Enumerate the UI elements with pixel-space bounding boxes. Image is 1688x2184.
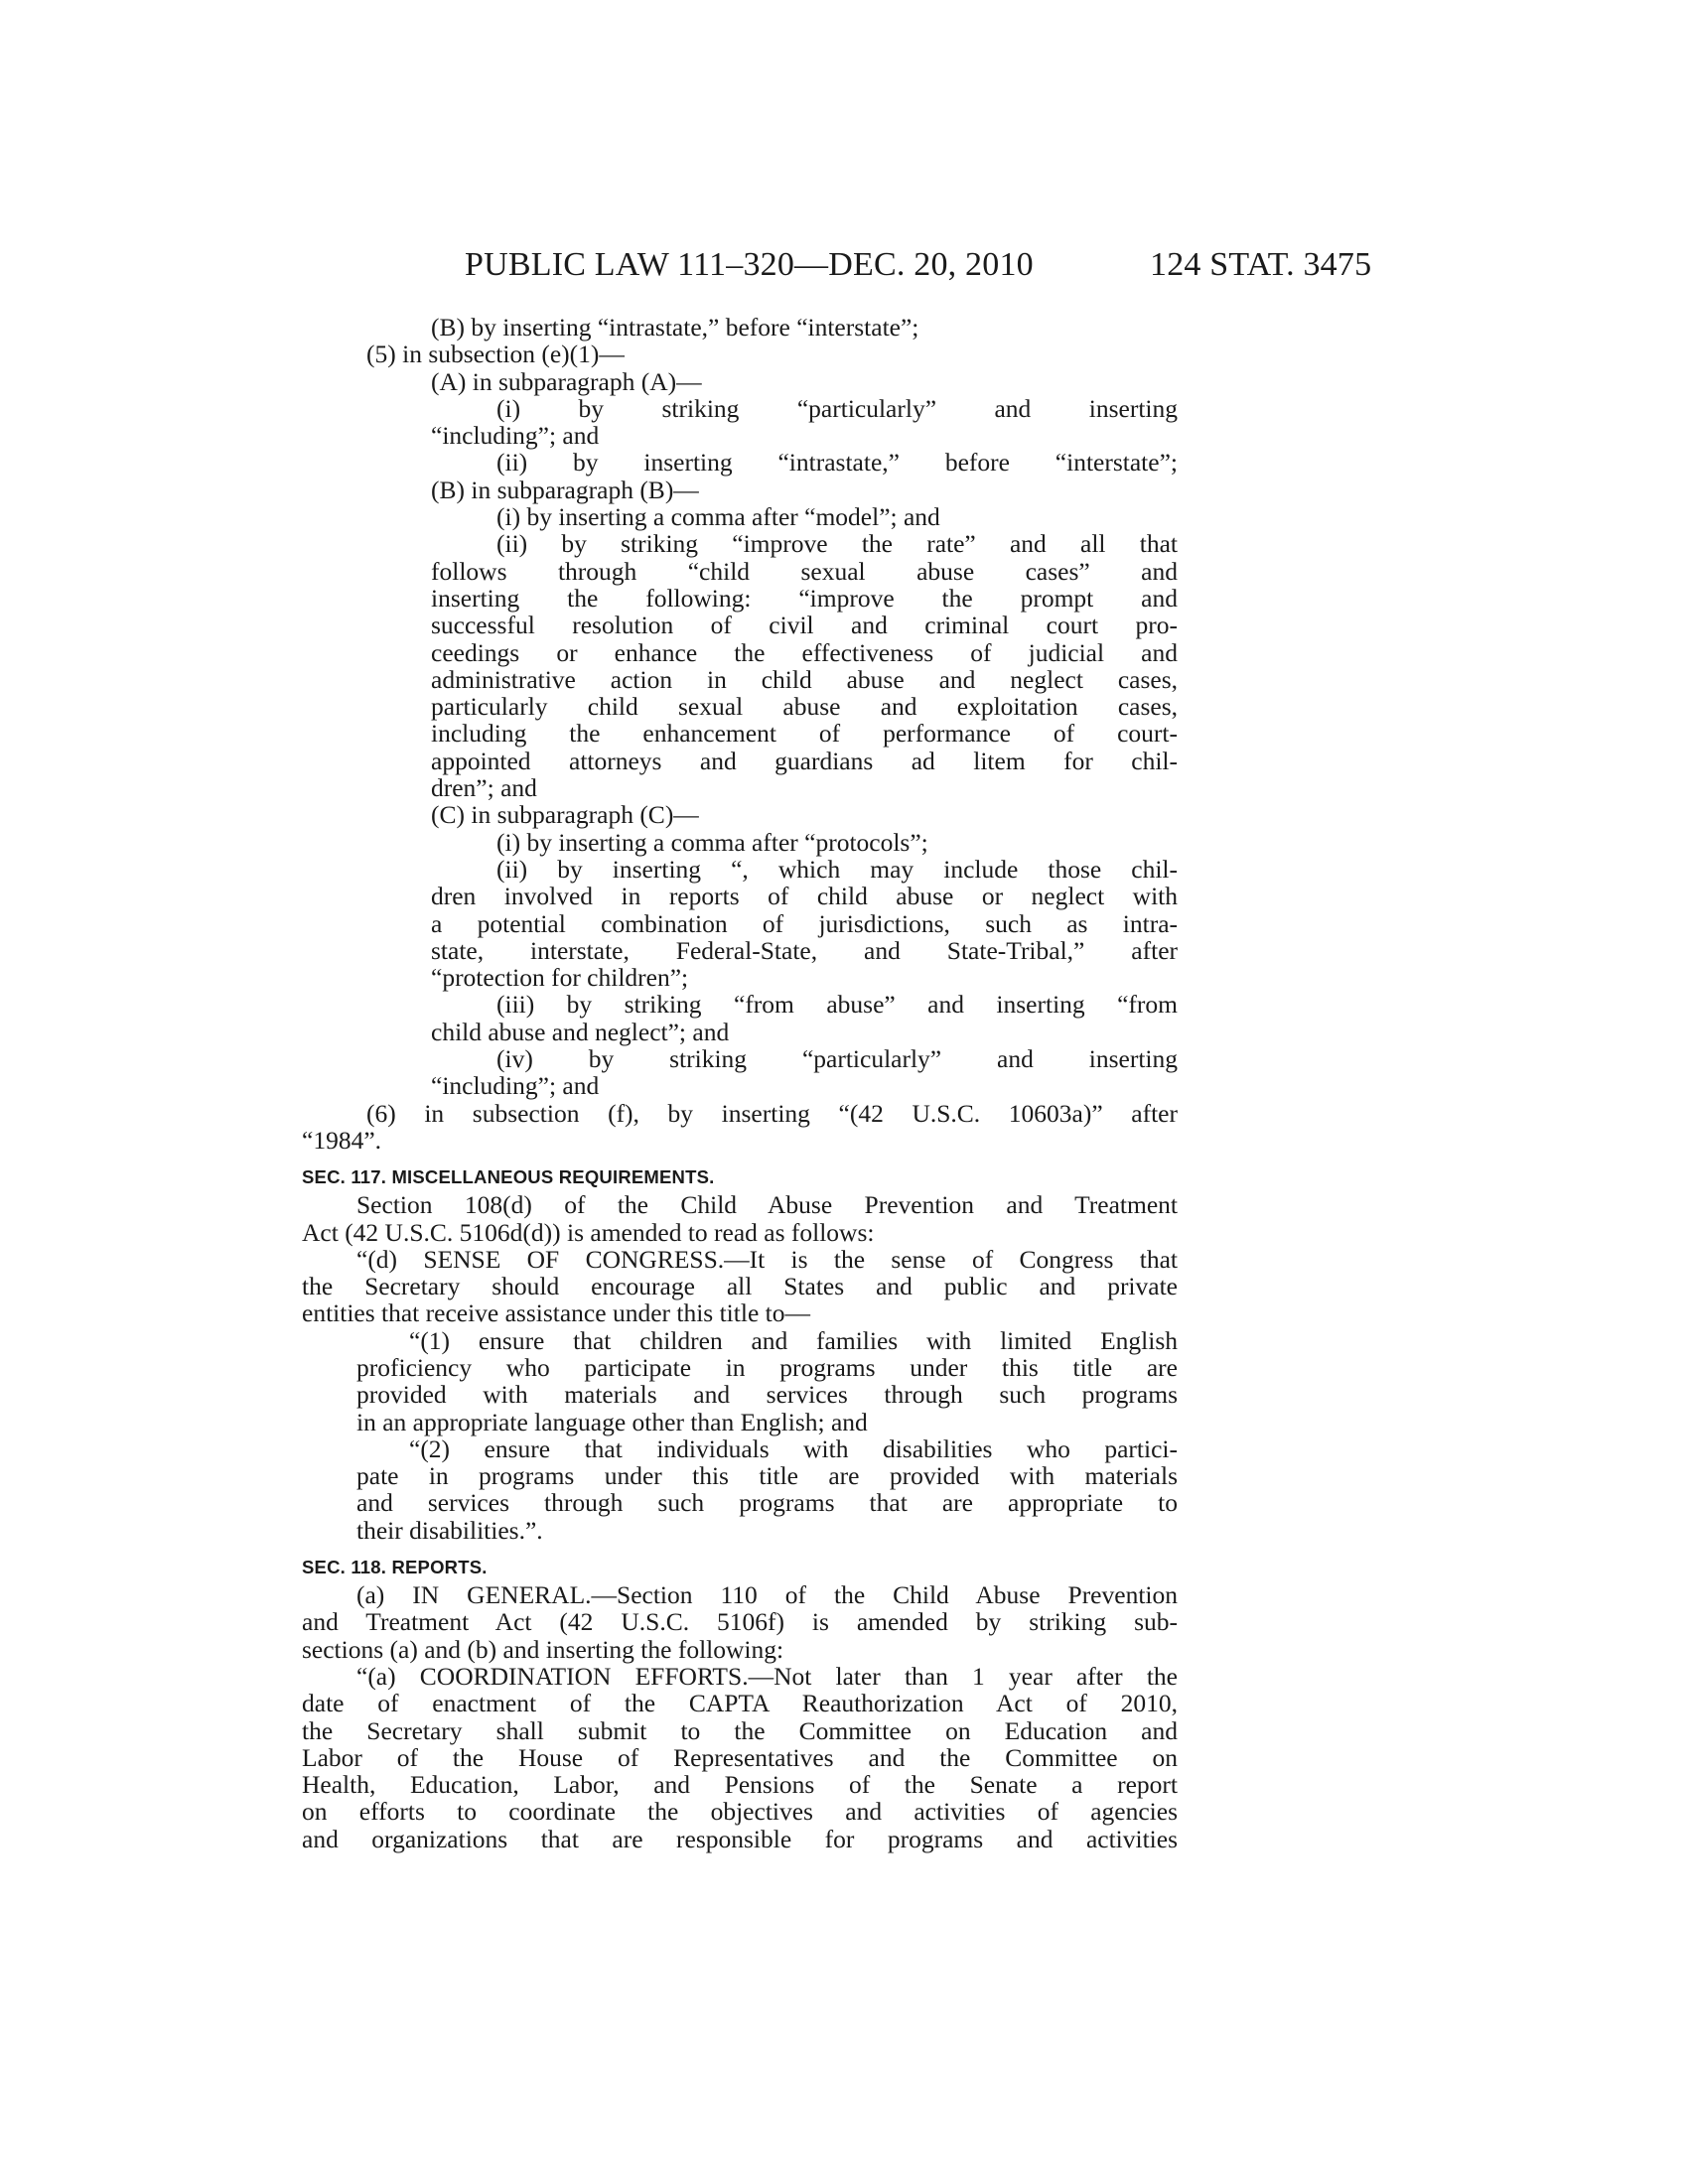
statute-page-number: 124 STAT. 3475 [1150,246,1372,283]
text-line: and Treatment Act (42 U.S.C. 5106f) is amended by striking sub- [302,1607,1178,1637]
text-line: (iii) by striking “from abuse” and inserting “from [496,990,1178,1020]
text-line: on efforts to coordinate the objectives and activities of agencies [302,1797,1178,1827]
text-line: follows through “child sexual abuse cases” and [431,556,1178,586]
text-line: (i) by inserting a comma after “protocols”; [496,827,928,857]
text-line: “including”; and [431,1071,600,1101]
text-line: proficiency who participate in programs under this title are [356,1352,1178,1382]
text-line: administrative action in child abuse and neglect cases, [431,664,1178,694]
text-line: (A) in subparagraph (A)— [431,366,702,396]
text-line: “including”; and [431,421,600,451]
text-line: (i) by striking “particularly” and inserting [496,393,1178,423]
text-line: (B) in subparagraph (B)— [431,475,699,504]
text-line: appointed attorneys and guardians ad litem for chil- [431,746,1178,775]
text-line: particularly child sexual abuse and exploitation cases, [431,692,1178,722]
text-line: “(1) ensure that children and families with limited English [409,1325,1178,1355]
text-line: child abuse and neglect”; and [431,1017,730,1046]
text-line: and organizations that are responsible for programs and activities [302,1824,1178,1853]
text-line: (iv) by striking “particularly” and inserting [496,1044,1178,1074]
text-line: (ii) by striking “improve the rate” and all that [496,529,1178,559]
text-line: (ii) by inserting “, which may include those chil- [496,854,1178,884]
text-line: a potential combination of jurisdictions, such as intra- [431,908,1178,938]
text-line: Section 108(d) of the Child Abuse Prevention and Treatment [356,1190,1178,1220]
text-line: “1984”. [302,1125,382,1155]
text-line: (6) in subsection (f), by inserting “(42 U.S.C. 10603a)” after [366,1098,1178,1128]
text-line: and services through such programs that are appropriate to [356,1488,1178,1518]
text-line: (i) by inserting a comma after “model”; and [496,502,940,532]
section-heading-118: SEC. 118. REPORTS. [302,1557,488,1578]
text-line: “protection for children”; [431,963,689,993]
text-line: dren involved in reports of child abuse or neglect with [431,882,1178,911]
text-line: (B) by inserting “intrastate,” before “interstate”; [431,313,919,341]
text-line: ceedings or enhance the effectiveness of judicial and [431,637,1178,667]
text-line: entities that receive assistance under this title to— [302,1298,810,1328]
text-line: (a) IN GENERAL.—Section 110 of the Child Abuse Prevention [356,1580,1178,1610]
text-line: date of enactment of the CAPTA Reauthorization Act of 2010, [302,1689,1178,1718]
text-line: “(a) COORDINATION EFFORTS.—Not later than 1 year after the [356,1661,1178,1691]
text-line: including the enhancement of performance of court- [431,719,1178,749]
text-line: pate in programs under this title are provided with materials [356,1461,1178,1491]
section-heading-117: SEC. 117. MISCELLANEOUS REQUIREMENTS. [302,1166,715,1188]
text-line: dren”; and [431,773,537,803]
text-line: Act (42 U.S.C. 5106d(d)) is amended to read as follows: [302,1217,875,1247]
text-line: (ii) by inserting “intrastate,” before “interstate”; [496,448,1178,478]
text-line: (5) in subsection (e)(1)— [366,340,625,369]
text-line: the Secretary should encourage all States and public and private [302,1272,1178,1301]
text-line: sections (a) and (b) and inserting the following: [302,1634,784,1664]
statute-body [302,314,1178,1852]
text-line: the Secretary shall submit to the Committee on Education and [302,1715,1178,1745]
text-line: in an appropriate language other than English; and [356,1407,868,1436]
text-line: their disabilities.”. [356,1515,543,1545]
text-line: “(d) SENSE OF CONGRESS.—It is the sense of Congress that [356,1244,1178,1274]
text-line: Labor of the House of Representatives and the Committee on [302,1742,1178,1772]
text-line: inserting the following: “improve the prompt and [431,583,1178,613]
text-line: “(2) ensure that individuals with disabilities who partici- [409,1433,1178,1463]
text-line: (C) in subparagraph (C)— [431,800,699,830]
text-line: Health, Education, Labor, and Pensions of the Senate a report [302,1770,1178,1800]
text-line: provided with materials and services through such programs [356,1380,1178,1410]
text-line: successful resolution of civil and criminal court pro- [431,611,1178,640]
text-line: state, interstate, Federal-State, and State-Tribal,” after [431,935,1178,965]
running-header-title: PUBLIC LAW 111–320—DEC. 20, 2010 [465,246,1034,283]
